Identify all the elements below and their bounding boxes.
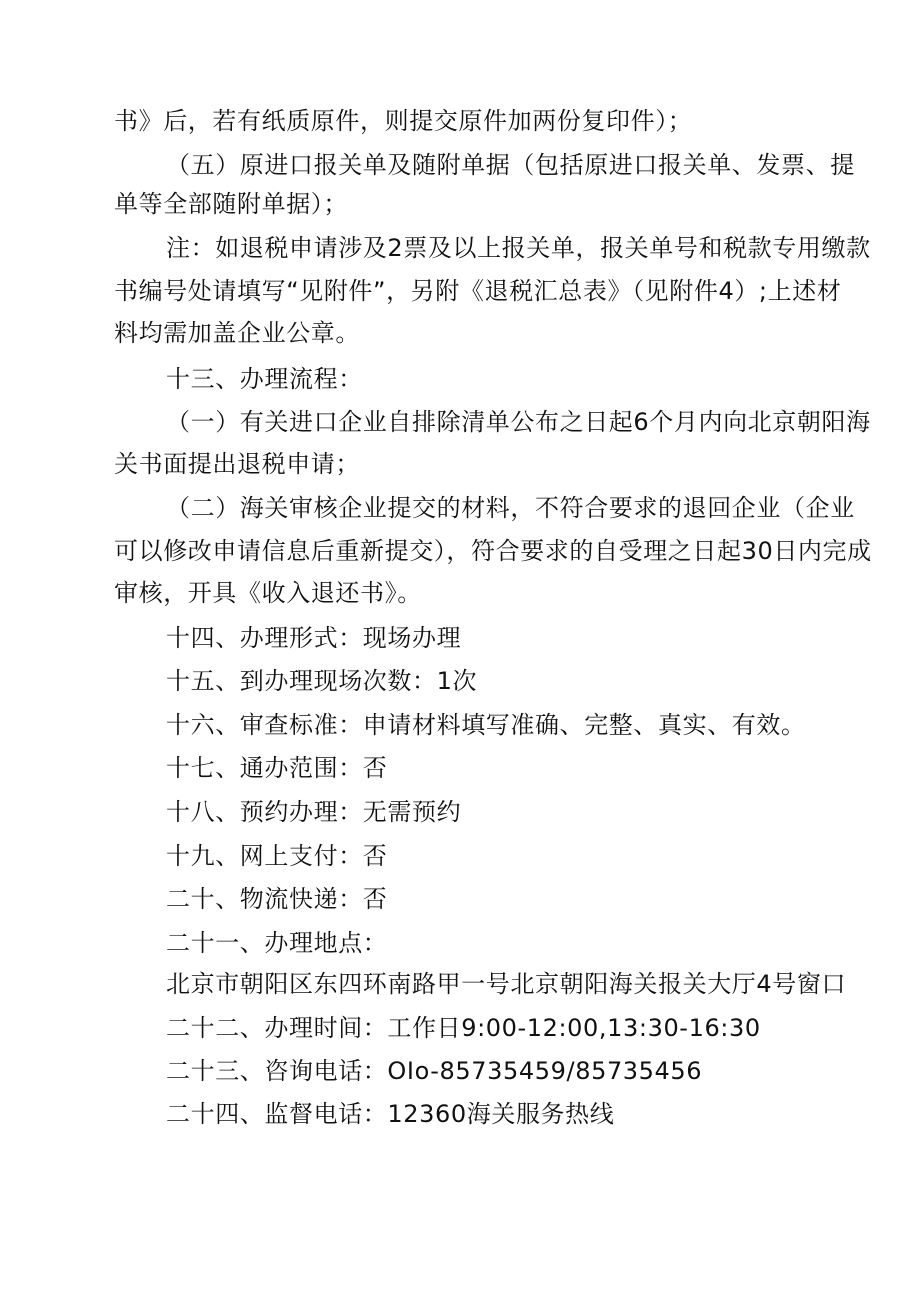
text-line: 单等全部随附单据）； [114, 190, 348, 218]
section-heading: 十四、办理形式：现场办理 [166, 624, 462, 652]
section-heading: 十八、预约办理：无需预约 [166, 798, 462, 826]
text-line: 注：如退税申请涉及2票及以上报关单，报关单号和税款专用缴款 [166, 234, 871, 262]
text-line: （二）海关审核企业提交的材料，不符合要求的退回企业（企业 [166, 494, 855, 522]
text-line: 关书面提出退税申请； [114, 450, 360, 478]
text-line: 料均需加盖企业公章。 [114, 319, 360, 347]
section-heading: 二十三、咨询电话：OIo-85735459/85735456 [166, 1057, 703, 1085]
text-line: 书》后，若有纸质原件，则提交原件加两份复印件）； [114, 107, 693, 135]
section-heading: 十七、通办范围：否 [166, 754, 388, 782]
section-heading: 十六、审查标准：申请材料填写准确、完整、真实、有效。 [166, 711, 806, 739]
section-heading: 二十二、办理时间：工作日9:00-12:00,13:30-16:30 [166, 1014, 761, 1042]
section-heading: 二十、物流快递：否 [166, 885, 388, 913]
text-line: （一）有关进口企业自排除清单公布之日起6个月内向北京朝阳海 [166, 408, 871, 436]
section-heading: 二十一、办理地点： [166, 929, 388, 957]
text-line: （五）原进口报关单及随附单据（包括原进口报关单、发票、提 [166, 151, 855, 179]
text-line: 北京市朝阳区东四环南路甲一号北京朝阳海关报关大厅4号窗口 [166, 970, 847, 998]
section-heading: 十三、办理流程： [166, 365, 363, 393]
section-heading: 十九、网上支付：否 [166, 842, 388, 870]
section-heading: 十五、到办理现场次数：1次 [166, 667, 478, 695]
section-heading: 二十四、监督电话：12360海关服务热线 [166, 1100, 615, 1128]
text-line: 书编号处请填写“见附件”，另附《退税汇总表》（见附件4）;上述材 [114, 277, 842, 305]
text-line: 审核，开具《收入退还书》。 [114, 579, 422, 607]
text-line: 可以修改申请信息后重新提交），符合要求的自受理之日起30日内完成 [114, 537, 872, 565]
